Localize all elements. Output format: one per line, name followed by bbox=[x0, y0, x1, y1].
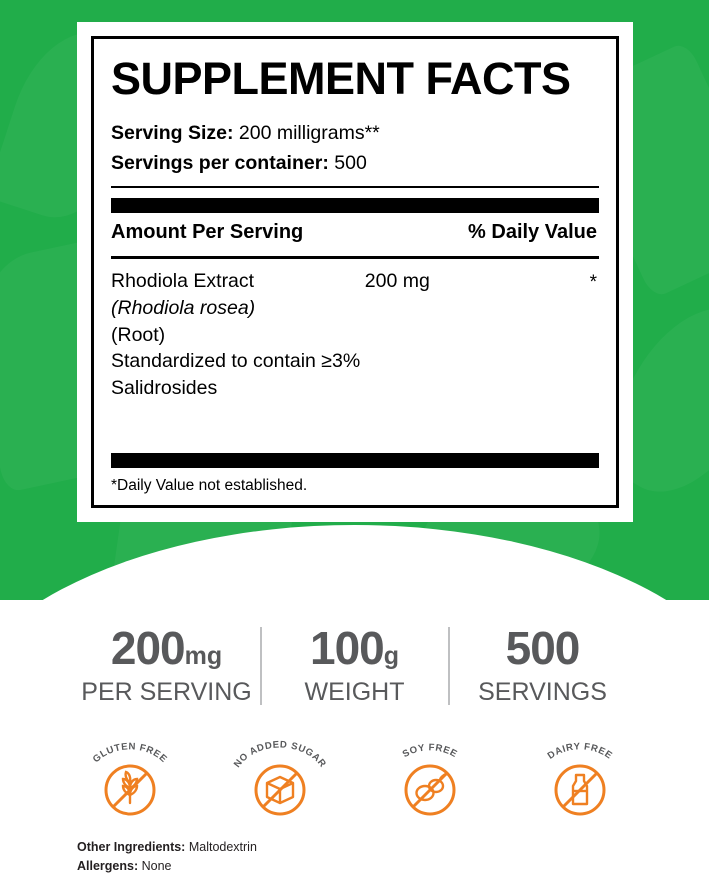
stat-servings bbox=[450, 622, 636, 707]
stat-weight bbox=[262, 622, 448, 707]
serving-size-value: 200 milligrams** bbox=[238, 122, 380, 145]
ingredient-amount: 200 mg bbox=[364, 269, 430, 292]
divider-under-header bbox=[111, 256, 599, 259]
stat-value-group bbox=[450, 622, 636, 674]
supplement-facts-panel bbox=[77, 22, 633, 522]
milk-bottle-icon bbox=[552, 762, 608, 818]
divider-thin-top bbox=[111, 186, 599, 188]
servings-per-container-row bbox=[111, 148, 599, 178]
ingredient-standardization-compound: Salidrosides bbox=[111, 377, 218, 400]
stat-number: 500 bbox=[505, 622, 580, 674]
serving-size-row bbox=[111, 118, 599, 148]
ingredient-name: Rhodiola Extract bbox=[111, 269, 255, 292]
page-title: SUPPLEMENT FACTS bbox=[111, 53, 571, 104]
badge-label: DAIRY FREE bbox=[545, 741, 614, 762]
supplement-facts-border bbox=[91, 36, 619, 508]
svg-text:DAIRY FREE bbox=[545, 741, 614, 761]
allergens-row bbox=[77, 857, 637, 876]
stat-number: 100 bbox=[309, 622, 384, 674]
other-ingredients-row bbox=[77, 838, 637, 857]
ingredient-name-row bbox=[111, 268, 599, 295]
badge-soy-free bbox=[382, 735, 478, 821]
ingredient-daily-value: * bbox=[589, 271, 597, 293]
stat-unit: g bbox=[383, 642, 400, 670]
daily-value-header: % Daily Value bbox=[468, 220, 597, 243]
other-ingredients-label: Other Ingredients: bbox=[77, 840, 186, 854]
other-ingredients-value: Maltodextrin bbox=[188, 840, 257, 854]
svg-text:SOY FREE bbox=[400, 742, 458, 760]
product-stats-strip bbox=[0, 612, 709, 720]
ingredient-row bbox=[111, 268, 599, 449]
amount-per-serving-header: Amount Per Serving bbox=[111, 220, 304, 243]
ingredient-latin-name: (Rhodiola rosea) bbox=[111, 296, 256, 319]
stat-value-group bbox=[262, 622, 448, 674]
soy-bean-icon bbox=[402, 762, 458, 818]
certification-badges bbox=[0, 735, 709, 825]
stat-label: WEIGHT bbox=[304, 678, 405, 706]
badge-gluten-free bbox=[82, 735, 178, 821]
allergens-label: Allergens: bbox=[77, 859, 139, 874]
stat-number: 200 bbox=[110, 622, 185, 674]
stat-value-group bbox=[74, 622, 260, 674]
sugar-cube-icon bbox=[252, 762, 308, 818]
footer-ingredients bbox=[77, 838, 637, 877]
badge-no-added-sugar bbox=[232, 735, 328, 821]
allergens-value: None bbox=[141, 859, 172, 874]
stat-label: SERVINGS bbox=[478, 678, 607, 706]
servings-per-container-value: 500 bbox=[334, 152, 367, 175]
white-curve-divider bbox=[0, 525, 709, 600]
badge-dairy-free bbox=[532, 735, 628, 821]
table-header-row bbox=[111, 221, 599, 244]
stat-per-serving bbox=[74, 622, 260, 707]
badge-label: GLUTEN FREE bbox=[90, 741, 169, 766]
ingredient-standardization: Standardized to contain ≥3% bbox=[111, 350, 361, 373]
stat-unit: mg bbox=[184, 642, 223, 670]
wheat-icon bbox=[102, 762, 158, 818]
badge-label: SOY FREE bbox=[400, 742, 459, 761]
divider-thick-bottom bbox=[111, 453, 599, 468]
badge-label: NO ADDED SUGAR bbox=[231, 739, 328, 770]
servings-per-container-label: Servings per container: bbox=[111, 152, 329, 175]
stat-label: PER SERVING bbox=[81, 678, 252, 706]
serving-size-label: Serving Size: bbox=[111, 122, 234, 145]
divider-thick-top bbox=[111, 198, 599, 213]
ingredient-plant-part: (Root) bbox=[111, 323, 166, 346]
daily-value-footnote: *Daily Value not established. bbox=[111, 477, 308, 494]
